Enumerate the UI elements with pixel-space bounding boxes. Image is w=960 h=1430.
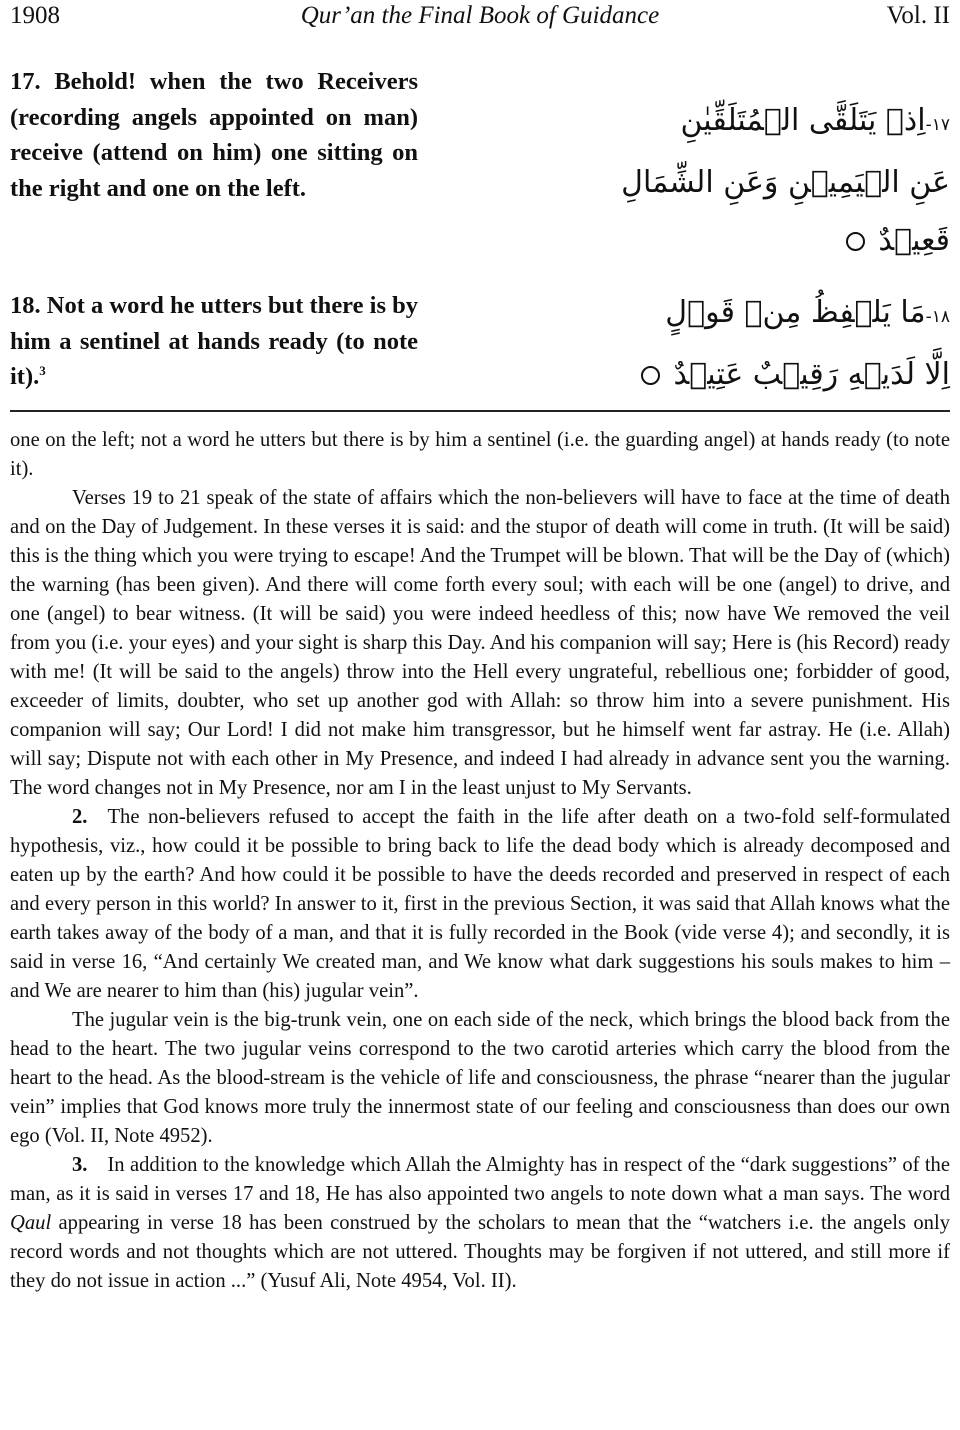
commentary-paragraph-1: one on the left; not a word he utters but there is by him a sentinel (i.e. the guarding angel) at hands ready (to note it). — [10, 429, 950, 480]
verse-18-text: 18. Not a word he utters but there is by him a sentinel at hands ready (to note it). — [10, 292, 418, 390]
verse-18-arabic-number: ١٨- — [925, 307, 950, 327]
page-header — [10, 2, 950, 36]
verse-17-arabic — [550, 92, 950, 270]
verse-17-english — [10, 64, 418, 206]
section-divider — [10, 410, 950, 412]
note-2-paragraph — [10, 803, 950, 1006]
verse-17-arabic-number: ١٧- — [925, 115, 950, 135]
verse-18-english — [10, 288, 418, 395]
commentary-body — [10, 426, 950, 1296]
note-3-number: 3. — [72, 1154, 88, 1176]
commentary-paragraph-2: Verses 19 to 21 speak of the state of affairs which the non-believers will have to face at the time of death and on the Day of Judgement. In these verses it is said: and the stupor of death will come in truth. (It will be said) this is the thing which you were trying to escape! And the Trumpet will be blown. That will be the Day of (which) the warning (has been given). And there will come forth every soul; with each will be one (angel) to drive, and one (angel) to bear witness. (It will be said) you were indeed heedless of this; now have We removed the veil from you (i.e. your eyes) and your sight is sharp this Day. And his companion will say; Here is (his Record) ready with me! (It will be said to the angels) throw into the Hell every ungrateful, rebellious one; forbidder of good, exceeder of limits, doubter, who set up another god with Allah: so throw him into a severe punishment. His companion will say; Our Lord! I did not make him transgressor, but he himself went far astray. He (i.e. Allah) will say; Dispute not with each other in My Presence, and indeed I had already in advance sent you the warning. The word changes not in My Presence, nor am I in the least unjust to My Servants. — [10, 487, 950, 799]
commentary-paragraph-4: The jugular vein is the big-trunk vein, one on each side of the neck, which brings the blood back from the head to the heart. The two jugular veins correspond to the two carotid arteries which carry the blood from the heart to the head. As the blood-stream is the vehicle of life and consciousness, the phrase “nearer than the jugular vein” implies that God knows more truly the innermost state of our feeling and consciousness than does our own ego (Vol. II, Note 4952). — [10, 1009, 950, 1147]
note-2-text: The non-believers refused to accept the faith in the life after death on a two-fold self-formulated hypothesis, viz., how could it be possible to bring back to life the dead body which is already decomposed and eaten up by the earth? And how could it be possible to have the deeds recorded and preserved in respect of each and every person in this world? In answer to it, first in the previous Section, it was said that Allah knows what the earth takes away of the body of a man, and that it is fully recorded in the Book (vide verse 4); and secondly, it is said in verse 16, “And certainly We created man, and We know what dark suggestions his souls makes to him – and We are nearer to him than (his) jugular vein”. — [10, 806, 950, 1002]
verse-end-ring-icon — [846, 232, 865, 251]
verse-17-arabic-line-2: عَنِ الۡيَمِيۡنِ وَعَنِ الشِّمَالِ قَعِيۡدٌ — [621, 165, 950, 258]
verse-18-arabic-line-1: ١٨-مَا يَلۡفِظُ مِنۡ قَوۡلٍ — [665, 295, 950, 330]
verse-17-arabic-line-1: ١٧-اِذۡ يَتَلَقَّى الۡمُتَلَقِّيٰنِ — [680, 103, 950, 138]
footnote-marker: 3 — [39, 362, 46, 378]
note-3-term: Qaul — [10, 1212, 52, 1234]
verse-18-arabic-line-2: اِلَّا لَدَيۡهِ رَقِيۡبٌ عَتِيۡدٌ — [550, 346, 950, 404]
verse-end-ring-icon — [641, 366, 660, 385]
note-3-paragraph — [10, 1151, 950, 1296]
volume-label: Vol. II — [886, 2, 950, 29]
page-number: 1908 — [10, 2, 60, 29]
note-2-number: 2. — [72, 806, 88, 828]
verse-18-arabic — [550, 284, 950, 404]
verse-17-text: 17. Behold! when the two Receivers (recording angels appointed on man) receive (attend on him) one sitting on the right and one on the left. — [10, 68, 418, 202]
book-title: Qur’an the Final Book of Guidance — [300, 2, 660, 29]
note-3-text-b: appearing in verse 18 has been construed by the scholars to mean that the “watchers i.e. the angels only record words and not thoughts which are not uttered. Thoughts may be forgiven if not uttered, and still more if they do not issue in action ...” (Yusuf Ali, Note 4954, Vol. II). — [10, 1212, 950, 1292]
note-3-text-a: In addition to the knowledge which Allah the Almighty has in respect of the “dark suggestions” of the man, as it is said in verses 17 and 18, He has also appointed two angels to note down what a man says. The word — [10, 1154, 950, 1205]
